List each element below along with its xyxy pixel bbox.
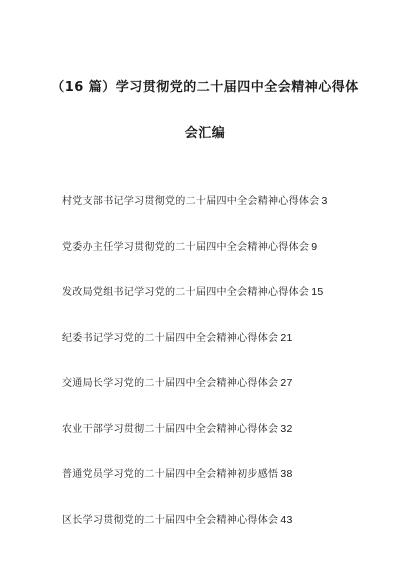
toc-item[interactable]: [62, 330, 362, 376]
toc-item[interactable]: [62, 466, 362, 512]
document-title-line-1: （16 篇）学习贯彻党的二十届四中全会精神心得体: [51, 80, 359, 95]
table-of-contents: [62, 193, 362, 557]
toc-item[interactable]: [62, 421, 362, 467]
toc-item-page: 9: [311, 240, 318, 253]
toc-item[interactable]: [62, 193, 362, 239]
toc-item-page: 3: [321, 195, 328, 207]
toc-item-title: 村党支部书记学习贯彻党的二十届四中全会精神心得体会: [62, 196, 320, 207]
toc-item-page: 15: [311, 286, 324, 298]
toc-item-title: 区长学习贯彻党的二十届四中全会精神心得体会: [62, 514, 279, 526]
toc-item-title: 普通党员学习党的二十届四中全会精神初步感悟: [62, 469, 279, 480]
toc-item[interactable]: [62, 284, 362, 330]
toc-item-title: 发改局党组书记学习党的二十届四中全会精神心得体会: [62, 287, 310, 298]
toc-item-title: 农业干部学习贯彻二十届四中全会精神心得体会: [62, 423, 279, 435]
toc-item-page: 27: [280, 377, 293, 389]
toc-item-title: 党委办主任学习贯彻党的二十届四中全会精神心得体会: [62, 241, 310, 253]
toc-item[interactable]: [62, 375, 362, 421]
toc-item[interactable]: [62, 512, 362, 558]
toc-item-page: 38: [280, 468, 293, 480]
toc-item-title: 交通局长学习党的二十届四中全会精神心得体会: [62, 378, 279, 389]
toc-item-page: 43: [280, 513, 293, 526]
toc-item-page: 32: [280, 422, 293, 435]
document-title-line-2: 会汇编: [184, 126, 226, 141]
toc-item-title: 纪委书记学习党的二十届四中全会精神心得体会: [62, 332, 279, 344]
toc-item[interactable]: [62, 239, 362, 285]
toc-item-page: 21: [280, 331, 293, 344]
